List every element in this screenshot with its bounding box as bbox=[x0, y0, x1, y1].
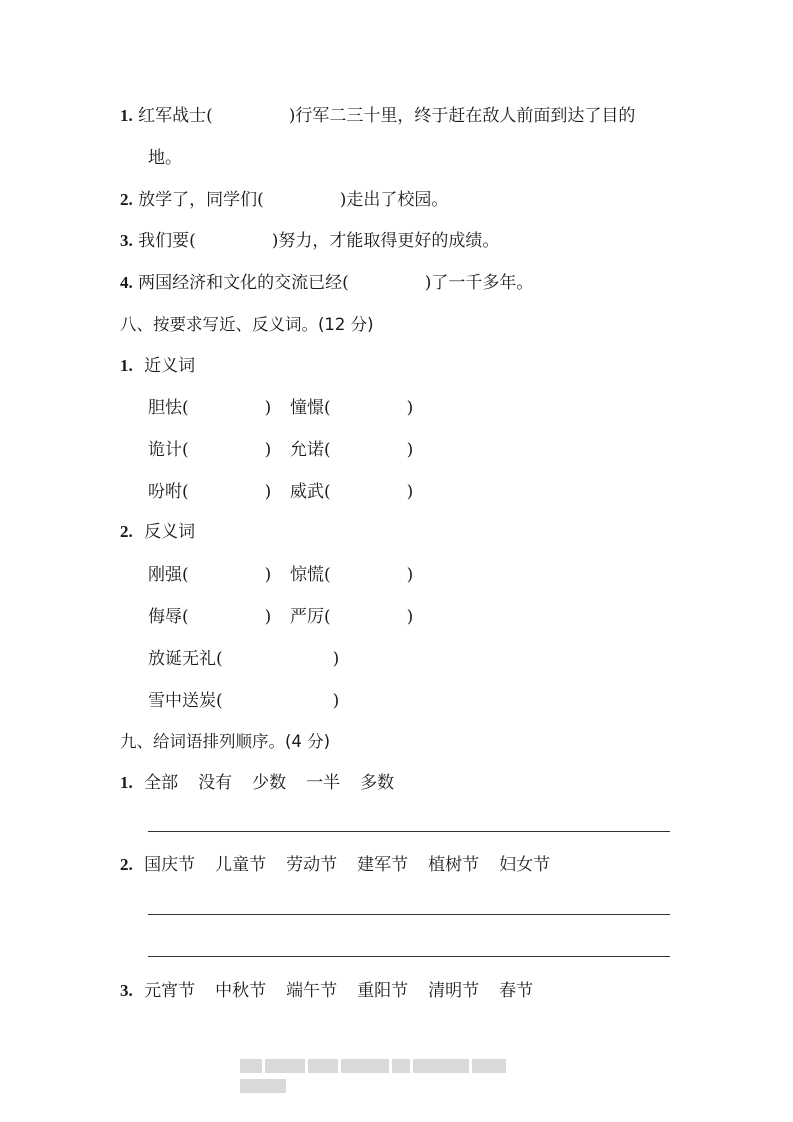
antonym-pair-row bbox=[290, 563, 413, 587]
question-text-after: )走出了校园。 bbox=[339, 190, 449, 210]
word-prompt: 严厉( bbox=[290, 607, 331, 627]
close-paren: ) bbox=[406, 565, 414, 585]
question-text-after: )努力，才能取得更好的成绩。 bbox=[271, 231, 500, 251]
order-question-2 bbox=[120, 853, 570, 877]
synonym-pair-row bbox=[148, 396, 271, 420]
close-paren: ) bbox=[264, 607, 272, 627]
antonym-long-row bbox=[148, 647, 339, 671]
question-number: 1 bbox=[120, 773, 129, 792]
close-paren: ) bbox=[406, 607, 414, 627]
word-item: 建军节 bbox=[357, 855, 409, 875]
word-prompt: 侮辱( bbox=[148, 607, 189, 627]
antonym-pair-row bbox=[148, 605, 271, 629]
close-paren: ) bbox=[332, 691, 340, 711]
word-prompt: 胆怯( bbox=[148, 398, 189, 418]
word-list bbox=[144, 981, 553, 1001]
question-number: 1 bbox=[120, 106, 129, 125]
number-dot: . bbox=[128, 273, 133, 292]
number-dot: . bbox=[128, 855, 133, 874]
word-item: 多数 bbox=[360, 773, 395, 793]
word-prompt: 吩咐( bbox=[148, 482, 189, 502]
close-paren: ) bbox=[406, 398, 414, 418]
question-number: 2 bbox=[120, 855, 129, 874]
question-text-before: 我们要( bbox=[138, 231, 196, 251]
word-item: 一半 bbox=[306, 773, 341, 793]
number-dot: . bbox=[128, 190, 133, 209]
question-text-continuation: 地。 bbox=[148, 148, 182, 168]
word-item: 清明节 bbox=[428, 981, 480, 1001]
question-number: 3 bbox=[120, 231, 129, 250]
synonym-heading bbox=[120, 354, 195, 378]
antonym-pair-row bbox=[148, 563, 271, 587]
synonym-pair-row bbox=[148, 438, 271, 462]
number-dot: . bbox=[128, 356, 133, 375]
close-paren: ) bbox=[264, 565, 272, 585]
answer-line[interactable] bbox=[148, 956, 670, 957]
number-dot: . bbox=[128, 981, 133, 1000]
question-2 bbox=[120, 188, 448, 212]
question-1-continuation bbox=[148, 146, 182, 170]
synonym-pair-row bbox=[148, 480, 271, 504]
word-item: 儿童节 bbox=[215, 855, 267, 875]
order-question-3 bbox=[120, 979, 553, 1003]
word-item: 全部 bbox=[144, 773, 179, 793]
question-4 bbox=[120, 271, 533, 295]
close-paren: ) bbox=[332, 649, 340, 669]
synonym-label: 近义词 bbox=[144, 356, 196, 376]
question-3 bbox=[120, 229, 499, 253]
section-8-title: 八、按要求写近、反义词。(12 分) bbox=[120, 315, 374, 334]
antonym-label: 反义词 bbox=[144, 522, 196, 542]
antonym-pair-row bbox=[290, 605, 413, 629]
word-list bbox=[144, 773, 414, 793]
number-dot: . bbox=[128, 522, 133, 541]
question-text-before: 放学了，同学们( bbox=[138, 190, 264, 210]
close-paren: ) bbox=[264, 482, 272, 502]
word-prompt: 放诞无礼( bbox=[148, 649, 223, 669]
word-item: 端午节 bbox=[286, 981, 338, 1001]
synonym-pair-row bbox=[290, 480, 413, 504]
question-text-after: )行军二三十里，终于赶在敌人前面到达了目的 bbox=[288, 106, 636, 126]
order-question-1 bbox=[120, 771, 414, 795]
antonym-heading bbox=[120, 520, 195, 544]
word-item: 中秋节 bbox=[215, 981, 267, 1001]
word-prompt: 刚强( bbox=[148, 565, 189, 585]
number-dot: . bbox=[128, 773, 133, 792]
word-prompt: 憧憬( bbox=[290, 398, 331, 418]
word-item: 妇女节 bbox=[499, 855, 551, 875]
close-paren: ) bbox=[264, 398, 272, 418]
question-text-after: )了一千多年。 bbox=[424, 273, 534, 293]
word-prompt: 威武( bbox=[290, 482, 331, 502]
word-item: 春节 bbox=[499, 981, 534, 1001]
word-item: 国庆节 bbox=[144, 855, 196, 875]
close-paren: ) bbox=[406, 482, 414, 502]
word-item: 植树节 bbox=[428, 855, 480, 875]
answer-line[interactable] bbox=[148, 914, 670, 915]
word-prompt: 诡计( bbox=[148, 440, 189, 460]
blurred-footer-watermark bbox=[240, 1055, 555, 1071]
word-prompt: 雪中送炭( bbox=[148, 691, 223, 711]
section-9-title: 九、给词语排列顺序。(4 分) bbox=[120, 732, 331, 751]
question-number: 1 bbox=[120, 356, 129, 375]
word-list bbox=[144, 855, 570, 875]
question-text-before: 两国经济和文化的交流已经( bbox=[138, 273, 349, 293]
synonym-pair-row bbox=[290, 396, 413, 420]
word-prompt: 惊慌( bbox=[290, 565, 331, 585]
question-number: 4 bbox=[120, 273, 129, 292]
synonym-pair-row bbox=[290, 438, 413, 462]
question-text-before: 红军战士( bbox=[138, 106, 213, 126]
word-item: 少数 bbox=[252, 773, 287, 793]
word-prompt: 允诺( bbox=[290, 440, 331, 460]
question-1 bbox=[120, 104, 635, 128]
word-item: 劳动节 bbox=[286, 855, 338, 875]
number-dot: . bbox=[128, 106, 133, 125]
answer-line[interactable] bbox=[148, 831, 670, 832]
question-number: 2 bbox=[120, 190, 129, 209]
word-item: 元宵节 bbox=[144, 981, 196, 1001]
word-item: 重阳节 bbox=[357, 981, 409, 1001]
word-item: 没有 bbox=[198, 773, 233, 793]
close-paren: ) bbox=[264, 440, 272, 460]
question-number: 3 bbox=[120, 981, 129, 1000]
question-number: 2 bbox=[120, 522, 129, 541]
close-paren: ) bbox=[406, 440, 414, 460]
number-dot: . bbox=[128, 231, 133, 250]
antonym-long-row bbox=[148, 689, 339, 713]
